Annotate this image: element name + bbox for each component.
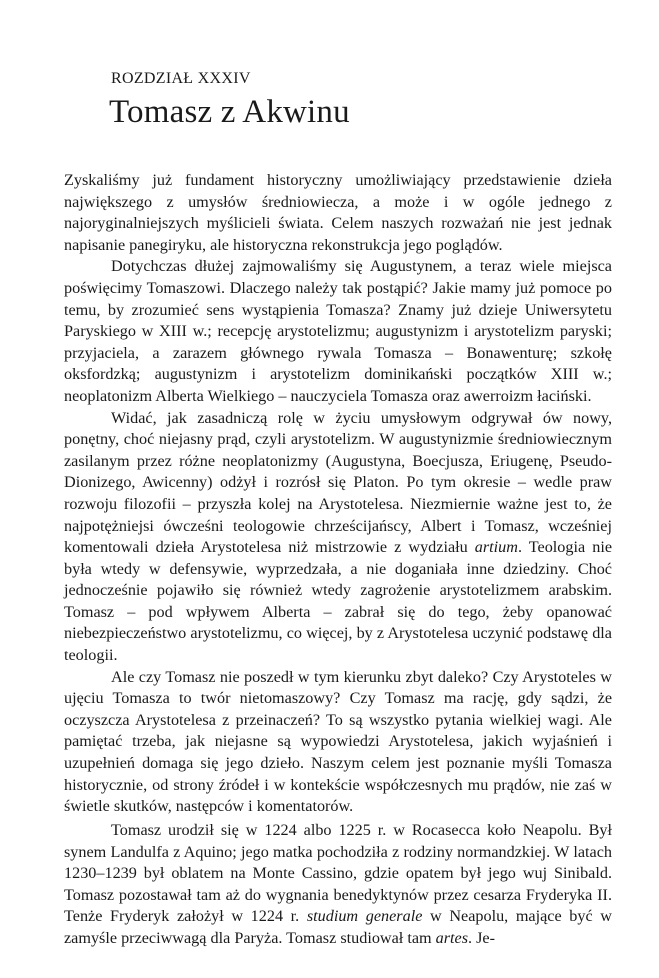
- paragraph-2: Dotychczas dłużej zajmowaliśmy się Augustynem, a teraz wiele miejsca poświęcimy Tomaszowi. Dlaczego należy tak postąpić? Jakie mamy już pomoce po temu, by zrozumieć sens wystąpienia Tomasza? Znamy już dzieje Uniwersytetu Paryskiego w XIII w.; recepcję arystotelizmu; augustynizm i arystotelizm paryski; przyjaciela, a zarazem głównego rywala Tomasza – Bonawenturę; szkołę oksfordzką; augustynizm i arystotelizm dominikański początków XIII w.; neoplatonizm Alberta Wielkiego – nauczyciela Tomasza oraz awerroizm łaciński.: [64, 257, 612, 405]
- paragraph-3-italic: artium: [474, 538, 518, 557]
- bio-italic-2: artes: [435, 928, 469, 947]
- bio-text-2: w Neapolu, mające być w zamyśle przeciwwagą dla Paryża. Tomasz studiował tam: [64, 907, 612, 947]
- paragraph-4: Ale czy Tomasz nie poszedł w tym kierunku zbyt daleko? Czy Arystoteles w ujęciu Tomasza to twór nietomaszowy? Czy Tomasz ma rację, gdy sądzi, że oczyszcza Arystotelesa z przeinaczeń? To są wszystko pytania wielkiej wagi. Ale pamiętać trzeba, jak niejasne są wypowiedzi Arystotelesa, jakich wyjaśnień i uzupełnień domaga się jego dzieło. Naszym celem jest poznanie myśli Tomasza historycznie, od strony źródeł i w kontekście współczesnych mu prądów, nie zaś w świetle skutków, następców i komentatorów.: [64, 667, 612, 816]
- bio-text-1: Tomasz urodził się w 1224 albo 1225 r. w Rocasecca koło Neapolu. Był synem Landulfa z Aquino; jego matka pochodziła z rodziny normandzkiej. W latach 1230–1239 był oblatem na Monte Cassino, gdzie opatem był jego wuj Sinibald. Tomasz pozostawał tam aż do wygnania benedyktynów przez cesarza Fryderyka II. Tenże Fryderyk założył w 1224 r.: [64, 821, 612, 926]
- chapter-label: ROZDZIAŁ XXXIV: [111, 70, 251, 87]
- bio-text-3: . Je-: [468, 928, 495, 947]
- paragraph-1: Zyskaliśmy już fundament historyczny umożliwiający przedstawienie dzieła największego z umysłów średniowiecza, a może i w ogóle jednego z najoryginalniejszych myślicieli świata. Celem naszych rozważań nie jest jednak napisanie panegiryku, ale historyczna rekonstrukcja jego poglądów.: [64, 171, 612, 254]
- paragraph-3-text-b: . Teologia nie była wtedy w defensywie, wyprzedzała, a nie doganiała inne dziedziny. Choć jednocześnie pojawiło się również wtedy zagrożenie arystotelizmem arabskim. Tomasz – pod wpływem Alberta – zabrał się do tego, żeby opanować niebezpieczeństwo arystotelizmu, co więcej, by z Arystotelesa uczynić podstawę dla teologii.: [64, 538, 613, 665]
- paragraph-3-text-a: Widać, jak zasadniczą rolę w życiu umysłowym odgrywał ów nowy, ponętny, choć niejasny prąd, czyli arystotelizm. W augustynizmie średniowiecznym zasilanym przez różne neoplatonizmy (Augustyna, Boecjusza, Eriugenę, Pseudo-Dionizego, Awicenny) odżył i rozrósł się Platon. Po tym okresie – wedle praw rozwoju filozofii – przyszła kolej na Arystotelesa. Niezmiernie ważne jest to, że najpotężniejsi ówcześni teologowie chrześcijańscy, Albert i Tomasz, wcześniej komentowali dzieła Arystotelesa niż mistrzowie z wydziału: [64, 408, 612, 557]
- paragraph-5: [64, 820, 612, 950]
- bio-italic-1: studium generale: [306, 907, 423, 926]
- biography-section: [64, 820, 612, 950]
- intro-section: [64, 170, 612, 818]
- paragraph-3: [64, 408, 612, 667]
- chapter-title: Tomasz z Akwinu: [109, 94, 350, 130]
